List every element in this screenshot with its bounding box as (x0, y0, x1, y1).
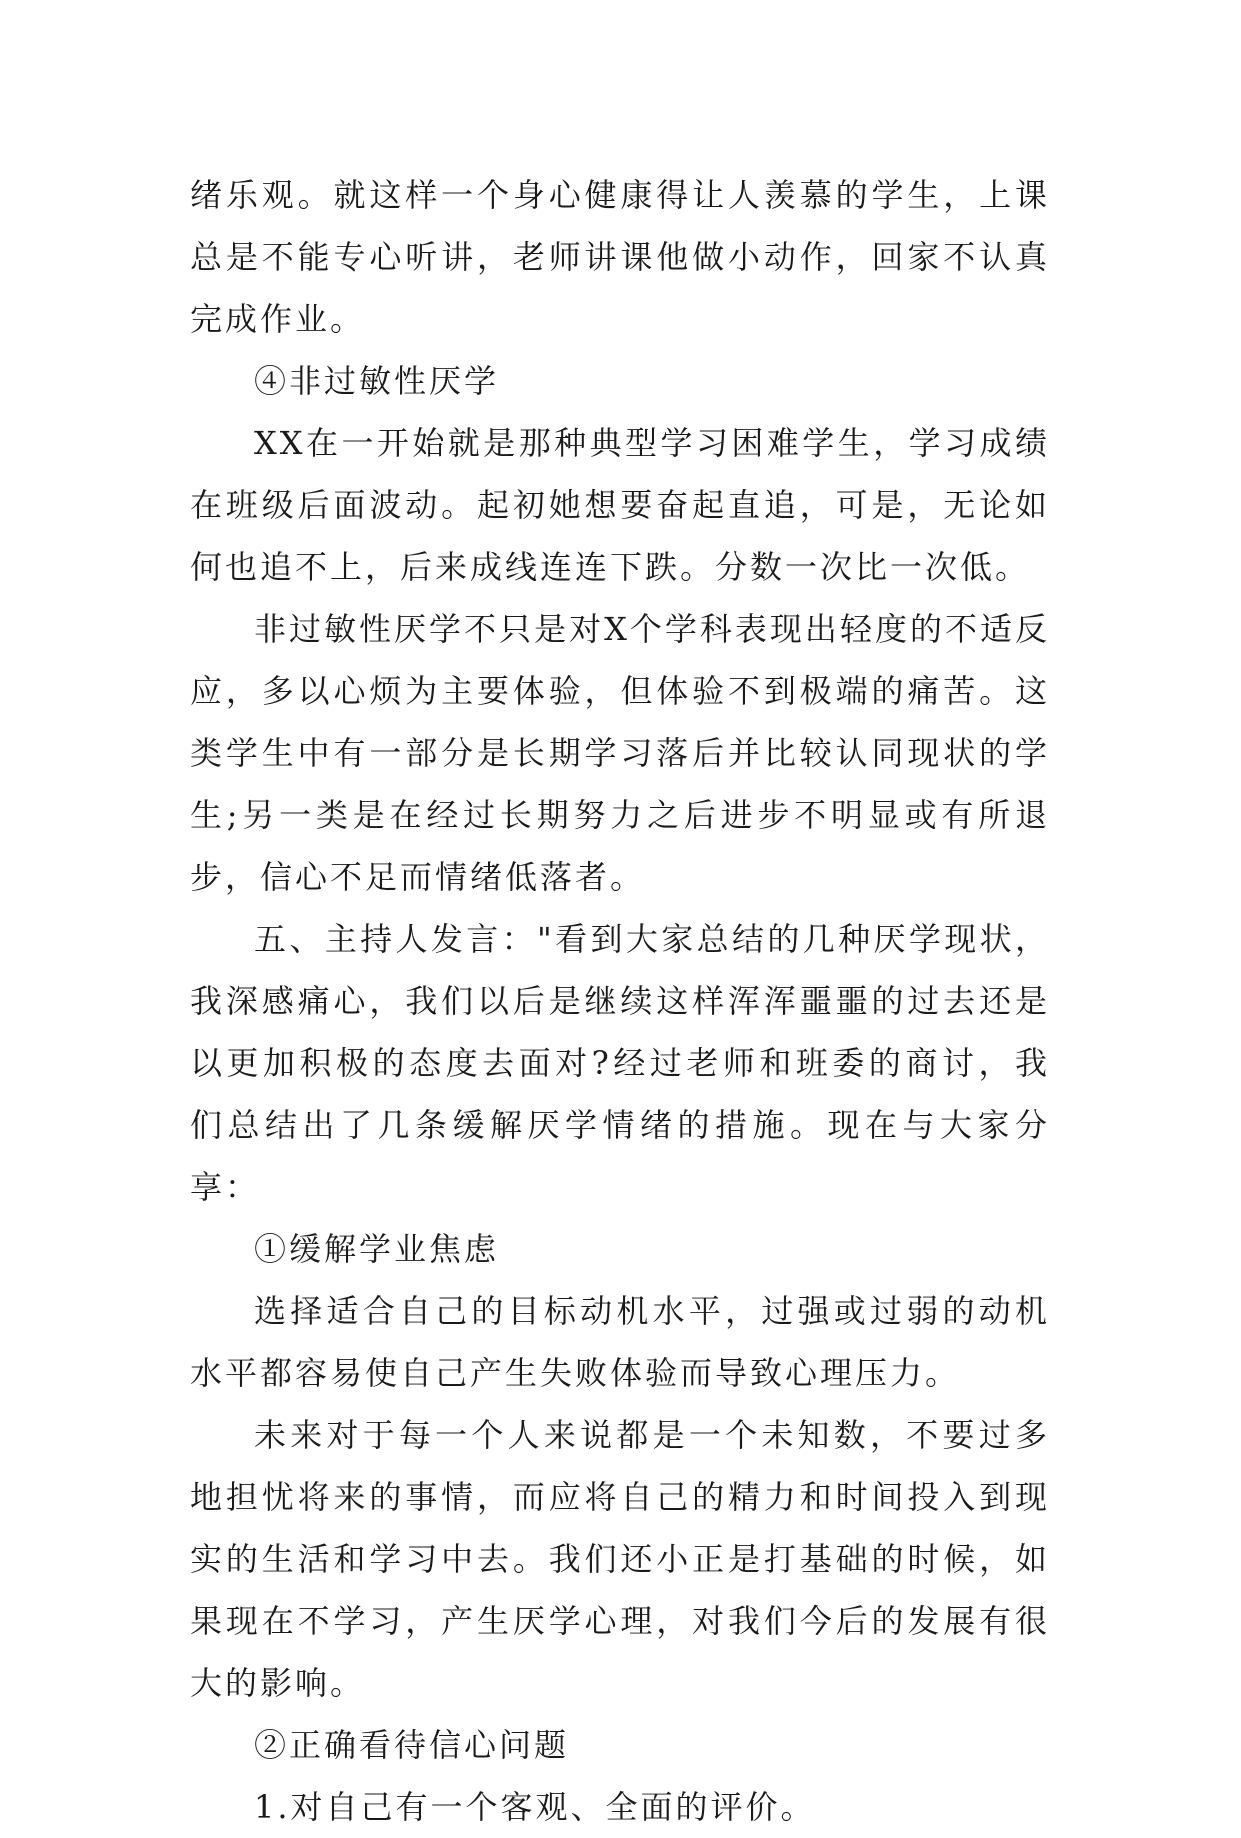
heading-confidence: ②正确看待信心问题 (254, 1726, 570, 1764)
paragraph-host-speech: 五、主持人发言："看到大家总结的几种厌学现状，我深感痛心，我们以后是继续这样浑浑噩噩的过去还是以更加积极的态度去面对?经过老师和班委的商讨，我们总结出了几条缓解厌学情绪的措施。现在与大家分享： (190, 920, 1050, 1206)
document-body (190, 164, 1050, 1838)
paragraph-xx-case: XX在一开始就是那种典型学习困难学生，学习成绩在班级后面波动。起初她想要奋起直追，可是，无论如何也追不上，后来成线连连下跌。分数一次比一次低。 (190, 424, 1050, 586)
paragraph-non-allergic-description: 非过敏性厌学不只是对X个学科表现出轻度的不适反应，多以心烦为主要体验，但体验不到极端的痛苦。这类学生中有一部分是长期学习落后并比较认同现状的学生;另一类是在经过长期努力之后进步不明显或有所退步，信心不足而情绪低落者。 (190, 610, 1050, 896)
heading-relieve-anxiety: ①缓解学业焦虑 (254, 1230, 500, 1268)
heading-non-allergic-aversion: ④非过敏性厌学 (254, 362, 500, 400)
list-item-self-evaluation: 1.对自己有一个客观、全面的评价。 (254, 1788, 816, 1826)
paragraph-continuation: 绪乐观。就这样一个身心健康得让人羡慕的学生，上课总是不能专心听讲，老师讲课他做小动作，回家不认真完成作业。 (190, 176, 1050, 338)
paragraph-motivation-level: 选择适合自己的目标动机水平，过强或过弱的动机水平都容易使自己产生失败体验而导致心理压力。 (190, 1292, 1050, 1392)
paragraph-future: 未来对于每一个人来说都是一个未知数，不要过多地担忧将来的事情，而应将自己的精力和时间投入到现实的生活和学习中去。我们还小正是打基础的时候，如果现在不学习，产生厌学心理，对我们今后的发展有很大的影响。 (190, 1416, 1050, 1702)
